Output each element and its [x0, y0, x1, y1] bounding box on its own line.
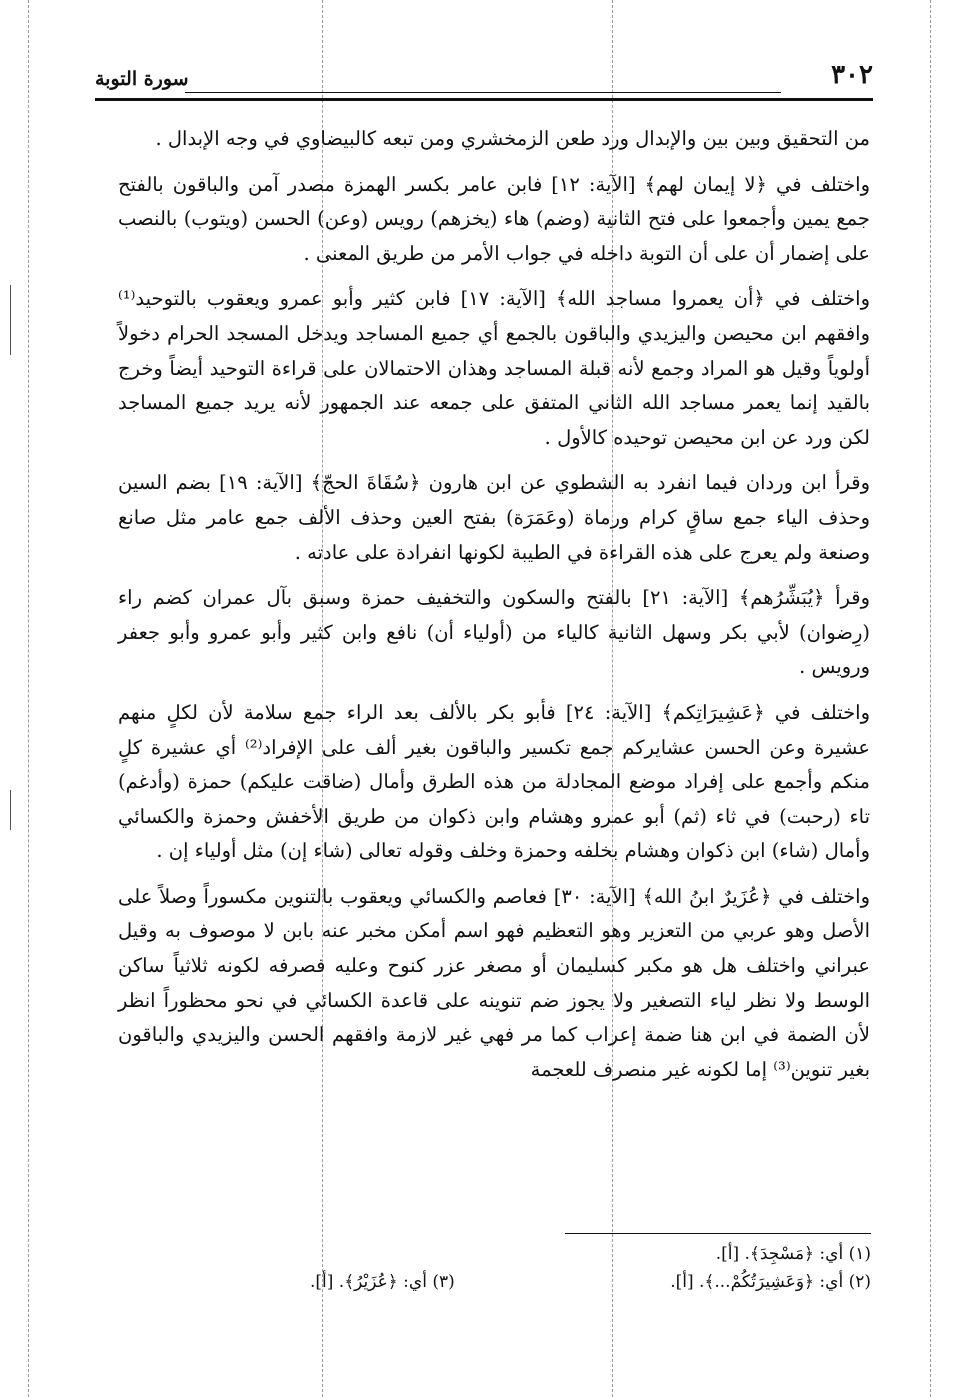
paragraph-1: من التحقيق وبين بين والإبدال ورد طعن الزمخشري ومن تبعه كالبيضاوي في وجه الإبدال .	[155, 127, 870, 150]
footnote-3: (٣) أي: ﴿عُزَيْرُ﴾. [أ].	[310, 1272, 455, 1292]
footnote-row	[110, 1268, 871, 1296]
footnotes	[110, 1240, 871, 1296]
main-text	[118, 122, 870, 1098]
paragraph-7: واختلف في ﴿عُزَيرٌ ابنُ الله﴾ [الآية: ٣٠] فعاصم والكسائي ويعقوب بالتنوين مكسوراً وصلاً على الأصل وهو عربي من التعزير وهو التعظيم فهو اسم أمكن مخبر عنه بابن لا موصوف به وقيل عبراني واختلف هل هو مكبر كسليمان أو مصغر عزر كنوح وعليه فصرفه لكونه ثلاثياً ساكن الوسط ولا نظر لياء التصغير ولا يجوز ضم تنوينه على قاعدة الكسائي في نحو محظوراً انظر لأن الضمة في ابن هنا ضمة إعراب كما مر فهي غير لازمة وافقهم الحسن واليزيدي والباقون بغير تنوين⁽³⁾ إما لكونه غير منصرف للعجمة	[118, 884, 870, 1081]
paragraph-3: واختلف في ﴿أن يعمروا مساجد الله﴾ [الآية: ١٧] فابن كثير وأبو عمرو ويعقوب بالتوحيد⁽¹⁾ وافقهم ابن محيصن واليزيدي والباقون بالجمع أي جميع المساجد ويدخل المسجد الحرام دخولاً أولوياً وقيل هو المراد وجمع لأنه قبلة المساجد وهذان الاحتمالان على قراءة التوحيد أيضاً وخرج بالقيد إنما يعمر مساجد الله الثاني المتفق على جمعه عند الجمهور لأنه يريد جميع المساجد لكن ورد عن ابن محيصن توحيده كالأول .	[118, 287, 871, 449]
surah-name: سورة التوبة	[95, 68, 189, 90]
margin-mark	[10, 285, 11, 355]
scan-guide-line	[28, 0, 29, 1397]
paragraph-4: وقرأ ابن وردان فيما انفرد به الشطوي عن ابن هارون ﴿سُقَاةَ الحجّ﴾ [الآية: ١٩] بضم السين وحذف الياء جمع ساقٍ كرام ورماة (وعَمَرَة) بفتح العين وحذف الألف جمع عامر مثل صانع وصنعة ولم يعرج على هذه القراءة في الطيبة لكونها انفرادة على عادته .	[118, 471, 870, 564]
footnote-row	[110, 1240, 871, 1268]
page-number: ٣٠٢	[831, 60, 873, 90]
footnote-1: (١) أي: ﴿مَسْجِدَ﴾. [أ].	[715, 1244, 871, 1264]
margin-mark	[10, 790, 11, 830]
footnote-2: (٢) أي: ﴿وَعَشِيرَتُكُمْ...﴾. [أ].	[670, 1272, 871, 1292]
paragraph-5: وقرأ ﴿يُبَشِّرُهم﴾ [الآية: ٢١] بالفتح والسكون والتخفيف حمزة وسبق بآل عمران كضم راء (رِضوان) لأبي بكر وسهل الثانية كالياء من (أولياء أن) نافع وابن كثير وأبو عمرو وأبو جعفر ورويس .	[118, 586, 870, 679]
paragraph-6: واختلف في ﴿عَشِيرَاتِكم﴾ [الآية: ٢٤] فأبو بكر بالألف بعد الراء جمع سلامة لأن لكلٍ منهم عشيرة وعن الحسن عشايركم جمع تكسير والباقون بغير ألف على الإفراد⁽²⁾ أي عشيرة كلٍ منكم وأجمع على إفراد موضع المجادلة من هذه الطرق وأمال (ضاقت عليكم) حمزة (وأدغم) تاء (رحبت) في ثاء (ثم) أبو عمرو وهشام وابن ذكوان من طريق الأخفش وحمزة والكسائي وأمال (شاء) ابن ذكوان وهشام بخلفه وحمزة وخلف وقوله تعالى (شاء إن) مثل أولياء إن .	[118, 700, 871, 863]
footnote-rule	[565, 1233, 871, 1234]
paragraph-2: واختلف في ﴿لا إيمان لهم﴾ [الآية: ١٢] فابن عامر بكسر الهمزة مصدر آمن والباقون بالفتح جمع يمين وأجمعوا على فتح الثانية (وضم) هاء (يخزهم) رويس (وعن) الحسن (ويتوب) بالنصب على إضمار أن على أن التوبة داخله في جواب الأمر من طريق المعنى .	[118, 172, 870, 265]
header-rule-thick	[95, 98, 873, 101]
page-header	[95, 58, 873, 102]
header-rule	[185, 92, 781, 93]
scan-guide-line	[930, 0, 931, 1397]
